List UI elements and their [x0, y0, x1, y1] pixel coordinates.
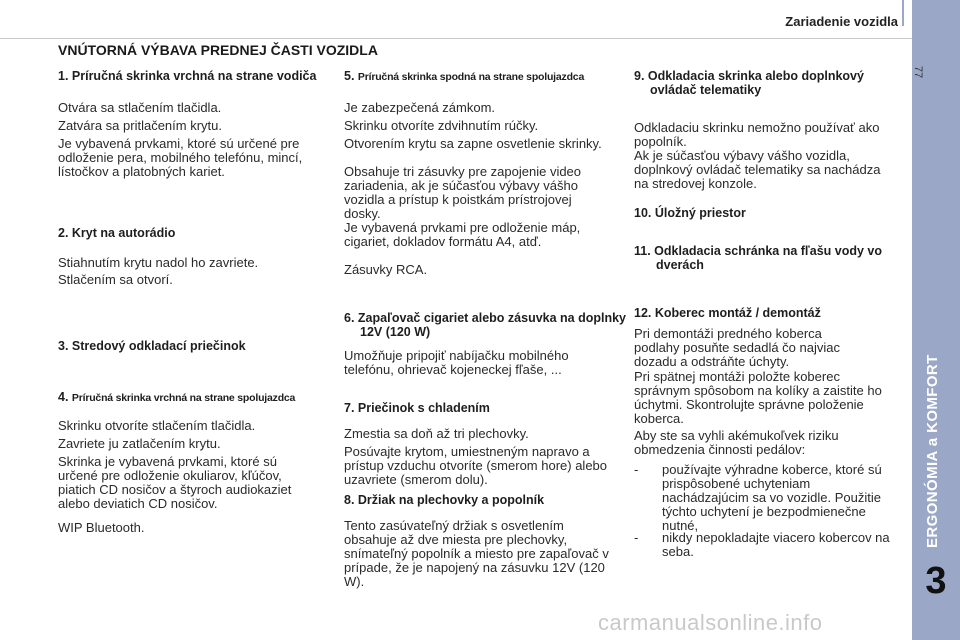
section-10-heading: 10. Úložný priestor [634, 206, 746, 220]
section-7-heading: 7. Priečinok s chladením [344, 401, 490, 415]
section-8-text-1: Tento zasúvateľný držiak s osvetlením obsahuje až dve miesta pre plechovky, snímateľný popolník a miesto pre zapaľovač v prípade, že je napojený na zásuvku 12V (120 W). [344, 518, 609, 589]
section-6-text-1: Umožňuje pripojiť nabíjačku mobilného telefónu, ohrievač kojeneckej fľaše, ... [344, 348, 569, 377]
header-divider [0, 38, 912, 39]
section-4-title: Príručná skrinka vrchná na strane spolujazdca [71, 392, 296, 404]
section-4-number: 4. [58, 390, 69, 404]
section-5-text-4: Obsahuje tri zásuvky pre zapojenie video zariadenia, ak je súčasťou výbavy vášho vozidla a prístup k poistkám prístrojovej dosky. [344, 164, 582, 221]
section-12-heading: 12. Koberec montáž / demontáž [634, 306, 821, 320]
section-5-text-2: Skrinku otvoríte zdvihnutím rúčky. [344, 118, 539, 133]
section-4-text-4: WIP Bluetooth. [58, 520, 145, 535]
section-9-heading: 9. Odkladacia skrinka alebo doplnkový ovládač telematiky [634, 69, 864, 97]
section-2-text-1: Stiahnutím krytu nadol ho zavriete. [58, 255, 259, 270]
section-4-heading [58, 390, 295, 405]
list-item [634, 531, 892, 559]
section-7-text-1: Zmestia sa doň až tri plechovky. [344, 426, 529, 441]
section-11-heading: 11. Odkladacia schránka na fľašu vody vo dverách [634, 244, 882, 272]
section-9-text-2: Ak je súčasťou výbavy vášho vozidla, doplnkový ovládač telematiky sa nachádza na stredovej konzole. [634, 148, 881, 191]
bullet-text: nikdy nepokladajte viacero kobercov na seba. [662, 530, 890, 559]
section-4-text-2: Zavriete ju zatlačením krytu. [58, 436, 221, 451]
section-9-text-1: Odkladaciu skrinku nemožno používať ako popolník. [634, 120, 880, 149]
running-header: Zariadenie vozidla [785, 14, 898, 29]
section-2-text-2: Stlačením sa otvorí. [58, 272, 173, 287]
watermark: carmanualsonline.info [598, 610, 823, 635]
page-title: VNÚTORNÁ VÝBAVA PREDNEJ ČASTI VOZIDLA [58, 42, 378, 58]
section-5-text-6: Zásuvky RCA. [344, 262, 428, 277]
section-4-text-1: Skrinku otvoríte stlačením tlačidla. [58, 418, 256, 433]
list-item [634, 463, 892, 533]
section-5-title: Príručná skrinka spodná na strane spolujazdca [357, 71, 585, 83]
section-2-heading: 2. Kryt na autorádio [58, 226, 176, 240]
section-7-text-2: Posúvajte krytom, umiestneným napravo a prístup vzduchu otvoríte (smerom hore) alebo uzavriete (smerom dolu). [344, 444, 608, 487]
section-12-text-1: Pri demontáži predného koberca podlahy posuňte sedadlá čo najviac dozadu a odstráňte úchyty. [634, 326, 840, 369]
section-5-text-5: Je vybavená prvkami pre odloženie máp, cigariet, dokladov formátu A4, atď. [344, 220, 581, 249]
section-1-text-2: Zatvára sa pritlačením krytu. [58, 118, 222, 133]
chapter-label: ERGONÓMIA a KOMFORT [924, 354, 941, 548]
section-5-heading [344, 69, 584, 84]
section-12-text-3: Aby ste sa vyhli akémukoľvek riziku obmedzenia činnosti pedálov: [634, 428, 839, 457]
section-5-number: 5. [344, 69, 355, 83]
section-1-text-1: Otvára sa stlačením tlačidla. [58, 100, 222, 115]
bullet-dash: - [634, 462, 639, 477]
section-1-heading: 1. Príručná skrinka vrchná na strane vodiča [58, 69, 317, 83]
page-number: 77 [912, 65, 924, 79]
bullet-text: používajte výhradne koberce, ktoré sú prispôsobené uchyteniam nachádzajúcim sa vo vozidle. Použitie týchto uchytení je bezpodmienečne nutné, [662, 462, 882, 533]
section-1-text-3: Je vybavená prvkami, ktoré sú určené pre odloženie pera, mobilného telefónu, mincí, lístočkov a platobných kariet. [58, 136, 303, 179]
section-8-heading: 8. Držiak na plechovky a popolník [344, 493, 545, 507]
section-4-text-3: Skrinka je vybavená prvkami, ktoré sú určené pre odloženie okuliarov, kľúčov, piatich CD nosičov a štyroch audiokaziet alebo deviatich CD nosičov. [58, 454, 292, 511]
sidebar-tab-line [902, 0, 904, 26]
section-5-text-1: Je zabezpečená zámkom. [344, 100, 496, 115]
bullet-dash: - [634, 530, 639, 545]
section-12-text-2: Pri spätnej montáži položte koberec správnym spôsobom na kolíky a zaistite ho úchytmi. Skontrolujte správne položenie koberca. [634, 369, 882, 426]
section-3-heading: 3. Stredový odkladací priečinok [58, 339, 246, 353]
section-5-text-3: Otvorením krytu sa zapne osvetlenie skrinky. [344, 136, 602, 151]
section-6-heading: 6. Zapaľovač cigariet alebo zásuvka na doplnky 12V (120 W) [344, 311, 627, 339]
chapter-number: 3 [925, 560, 947, 602]
